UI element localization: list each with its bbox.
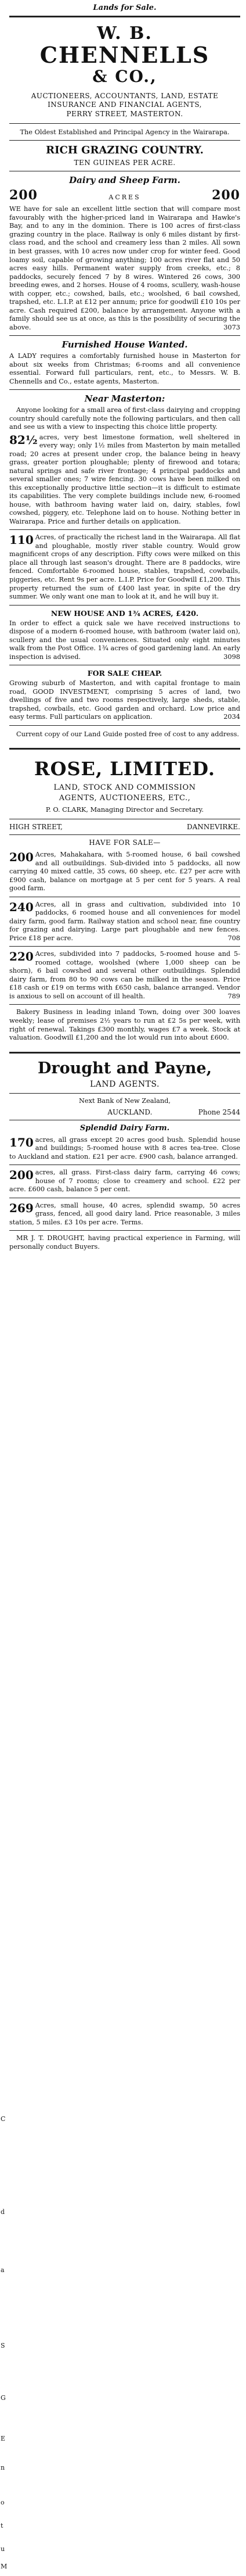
agent-tagline: The Oldest Established and Principal Agency in the Wairarapa. [20, 128, 230, 136]
town: DANNEVIRKE. [186, 823, 240, 832]
gutter-letter: t [1, 2522, 3, 2530]
divider [9, 140, 240, 141]
ad-ref: 3073 [223, 323, 240, 331]
agent-address: Next Bank of New Zealand, [79, 1097, 171, 1105]
drought-advert [9, 1059, 240, 1252]
acres-figure: 82½ [9, 432, 38, 447]
acres-figure: 220 [9, 950, 34, 964]
street: HIGH STREET, [9, 823, 63, 832]
acres-figure: 200 [9, 850, 34, 865]
headline: RICH GRAZING COUNTRY. [46, 144, 204, 157]
agent-city-row [9, 1108, 240, 1116]
ad-body: Acres, of practically the richest land in the Wairarapa. All flat and ploughable, mostly river stable country. Would grow magnificent crops of any description. Fifty cows were milked on this place all through last season's drought. There are 8 paddocks, wire fenced. Comfortable 6-roomed house, stables, trapshed, cowbails, piggeries, etc. Rent 9s per acre. L.I.P. Price for Goodwill £1,200. This property returned the sum of £400 last year, in spite of the dry summer. We only want one man to look at it, and he will buy it. [9, 533, 240, 601]
agent-name: Drought and Payne, [37, 1059, 212, 1077]
agent-sub: LAND AGENTS. [90, 1079, 160, 1089]
agent-initials: W. B. [97, 23, 153, 44]
ad-text [9, 433, 240, 526]
ad-text [9, 1202, 240, 1227]
ad-text [9, 901, 240, 943]
gutter-letter: C [1, 2115, 6, 2123]
ad-body: Growing suburb of Masterton, and with capital frontage to main road, GOOD INVESTMENT, comprising 5 acres of land, two dwellings of five and two rooms respectively, large sheds, stable, trapshed, cowbails, etc. Good garden and orchard. Low price and easy terms. Full particulars on application. [9, 679, 240, 721]
divider [9, 725, 240, 726]
gutter-letter: a [1, 2266, 5, 2274]
divider [9, 123, 240, 124]
city: AUCKLAND. [107, 1108, 153, 1116]
acres-right: 200 [212, 188, 240, 203]
agent-director: P. O. CLARK, Managing Director and Secretary. [45, 805, 204, 814]
ad-title: Near Masterton: [84, 393, 165, 404]
gutter-letter: n [1, 2464, 5, 2471]
footer-note: Current copy of our Land Guide posted free of cost to any address. [16, 730, 239, 738]
agent-line: AGENTS, AUCTIONEERS, ETC., [59, 794, 191, 803]
divider [9, 1004, 240, 1005]
ad-body: In order to effect a quick sale we have received instructions to dispose of a modern 6-roomed house, with bathroom (water laid on), scullery and the usual conveniences. Situated only eight minutes walk from the Post Office. 1¾ acres of good gardening land. An early inspection is advised. [9, 619, 240, 661]
divider [9, 389, 240, 390]
ad-text: A LADY requires a comfortably furnished house in Masterton for about six weeks from Christmas; 6-rooms and all convenience essential. Forward full particulars, rent, etc., to Messrs. W. B. Chennells and Co., estate agents, Masterton. [9, 352, 240, 385]
gutter-letter: o [1, 2499, 5, 2506]
divider [9, 16, 240, 17]
ad-title: Splendid Dairy Farm. [79, 1123, 170, 1133]
ad-ref: 708 [227, 934, 240, 942]
agent-address: PERRY STREET, MASTERTON. [66, 109, 183, 118]
ad-body: acres, all grass. First-class dairy farm, carrying 46 cows; house of 7 rooms; close to creamery and school. £22 per acre. £600 cash, balance 5 per cent. [9, 1169, 240, 1194]
ad-title: Furnished House Wanted. [62, 339, 188, 350]
headline-sub: TEN GUINEAS PER ACRE. [74, 159, 176, 167]
gutter-letter: S [1, 2342, 5, 2349]
phone: Phone 2544 [198, 1108, 240, 1116]
divider [9, 1230, 240, 1231]
ad-text [9, 1169, 240, 1194]
rose-advert [9, 758, 240, 1042]
ad-title: NEW HOUSE AND 1¾ ACRES, £420. [50, 608, 199, 618]
acres-unit: ACRES [108, 194, 141, 202]
divider [9, 605, 240, 606]
ad-text [9, 950, 240, 1001]
ad-text [9, 533, 240, 601]
ad-body: Acres, Mahakahara, with 5-roomed house, 6 bail cowshed and all outbuildings. Sub-divided into 5 paddocks, all now carrying 40 mixed cattle, 35 cows, 60 sheep, etc. £27 per acre with £900 cash, balance on mortgage at 5 per cent for 5 years. A real good farm. [9, 851, 240, 893]
ad-text [9, 851, 240, 893]
divider [9, 529, 240, 530]
acres-figure: 200 [9, 1168, 34, 1183]
acres-figure: 240 [9, 900, 34, 914]
gutter-letter: d [1, 2208, 5, 2216]
acres-banner [9, 188, 240, 203]
column [9, 2, 240, 1251]
left-gutter [0, 0, 6, 2576]
ad-body: acres, all grass except 20 acres good bush. Splendid house and buildings; 5-roomed house with 8 acres tea-tree. Close to Auckland and station. £21 per acre. £900 cash, balance arranged. [9, 1135, 240, 1160]
ad-text [9, 1136, 240, 1162]
ad-ref: 789 [227, 992, 240, 1000]
ad-title: Dairy and Sheep Farm. [69, 175, 180, 186]
gutter-letter: u [1, 2545, 5, 2553]
divider [9, 335, 240, 336]
agent-name: CHENNELLS [39, 42, 210, 68]
ad-body: Acres, subdivided into 7 paddocks, 5-roomed house and 5-roomed cottage, woolshed (where 1,000 sheep can be shorn), 6 bail cowshed and several other outbuildings. Splendid dairy farm, from 80 to 90 cows can be milked in the season. Price £18 cash or £19 on terms with £650 cash, balance arranged. Vendor is anxious to sell on account of ill health. [9, 950, 240, 1000]
ad-body: Acres, small house, 40 acres, splendid swamp, 50 acres grass, fenced, all good dairy land. Price reasonable, 3 miles station, 5 miles. £3 10s per acre. Terms. [9, 1201, 240, 1226]
acres-figure: 110 [9, 533, 34, 547]
ad-text: Anyone looking for a small area of first-class dairying and cropping country should carefully note the following particulars, and then call and see us with a view to inspecting this choice little property. [9, 406, 240, 431]
bakery-ad: Bakery Business in leading inland Town, doing over 300 loaves weekly; lease of premises 2½ years to run at £2 5s per week, with right of renewal. Takings £300 monthly, wages £7 a week. Stock at valuation. Goodwill £1,200 and the lot would run into about £600. [9, 1008, 240, 1042]
divider [9, 1052, 240, 1054]
agent-address [9, 823, 240, 831]
divider [9, 748, 240, 750]
for-sale-heading: HAVE FOR SALE— [89, 839, 161, 847]
chennells-advert [9, 23, 240, 739]
ad-text [9, 619, 240, 662]
ad-title: FOR SALE CHEAP. [87, 669, 162, 678]
acres-figure: 269 [9, 1201, 34, 1215]
section-title: Lands for Sale. [93, 3, 157, 12]
acres-left: 200 [9, 188, 38, 203]
ad-body: WE have for sale an excellent little section that will compare most favourably with the higher-priced land in Wairarapa and Hawke's Bay, and to any in the dominion. There is 100 acres of first-class grazing country in the place. Railway is only 6 miles distant by first-class road, and the school and creamery less than 2 miles. All sown in best grasses, with 10 acres now under crop for winter feed. Good loamy soil, capable of growing anything; 100 acres river flat and 50 acres easy hills. Permanent water supply from creeks, etc.; 8 paddocks, securely fenced 7 by 8 wires. Wintered 26 cows, 300 breeding ewes, and 2 horses. House of 4 rooms, scullery, wash-house with copper, etc.; cowshed, bails, etc.; woolshed, 6 bail cowshed, trapshed, etc. L.I.P. at £12 per annum; price for goodwill £10 10s per acre. Cash required £200, balance by arrangement. Anyone with a family should see us at once, as this is the possibility of securing the above. [9, 205, 240, 331]
ad-text [9, 205, 240, 332]
agent-professions: AUCTIONEERS, ACCOUNTANTS, LAND, ESTATE INSURANCE AND FINANCIAL AGENTS, [31, 91, 219, 109]
gutter-letter: M [1, 2563, 8, 2570]
ad-ref: 3098 [223, 653, 240, 661]
acres-figure: 170 [9, 1135, 34, 1149]
agent-company: & CO., [92, 66, 157, 86]
ad-ref: 2034 [223, 713, 240, 721]
divider [9, 946, 240, 947]
agent-name: ROSE, LIMITED. [34, 758, 216, 780]
divider [9, 834, 240, 835]
ad-body: acres, very best limestone formation, well sheltered in every way; only 1½ miles from Masterton by main metalled road; 20 acres at present under crop, the balance being in heavy grass, greater portion ploughable; plenty of firewood and totara; natural springs and safe river frontage; 4 principal paddocks and several smaller ones; 7 wire fencing. 30 cows have been milked on this exceptionally productive little section—it is difficult to estimate its capabilities. The very complete buildings include new, 6-roomed house, with bathroom having water laid on, dairy, stables, fowl cowshed, piggery, etc. Telephone laid on to house. Nothing better in Wairarapa. Price and further details on application. [9, 433, 240, 525]
ad-body: Acres, all in grass and cultivation, subdivided into 10 paddocks, 6 roomed house and all conveniences for model dairy farm, good farm. Railway station and school near, fine country for grazing and dairying. Large part ploughable and new fences. Price £18 per acre. [9, 900, 240, 942]
divider [9, 1093, 240, 1094]
ad-text [9, 679, 240, 722]
gutter-letter: E [1, 2435, 6, 2442]
agent-line: LAND, STOCK AND COMMISSION [53, 783, 196, 793]
closing-note: MR J. T. DROUGHT, having practical experience in Farming, will personally conduct Buyers. [9, 1234, 240, 1251]
gutter-letter: G [1, 2394, 6, 2402]
